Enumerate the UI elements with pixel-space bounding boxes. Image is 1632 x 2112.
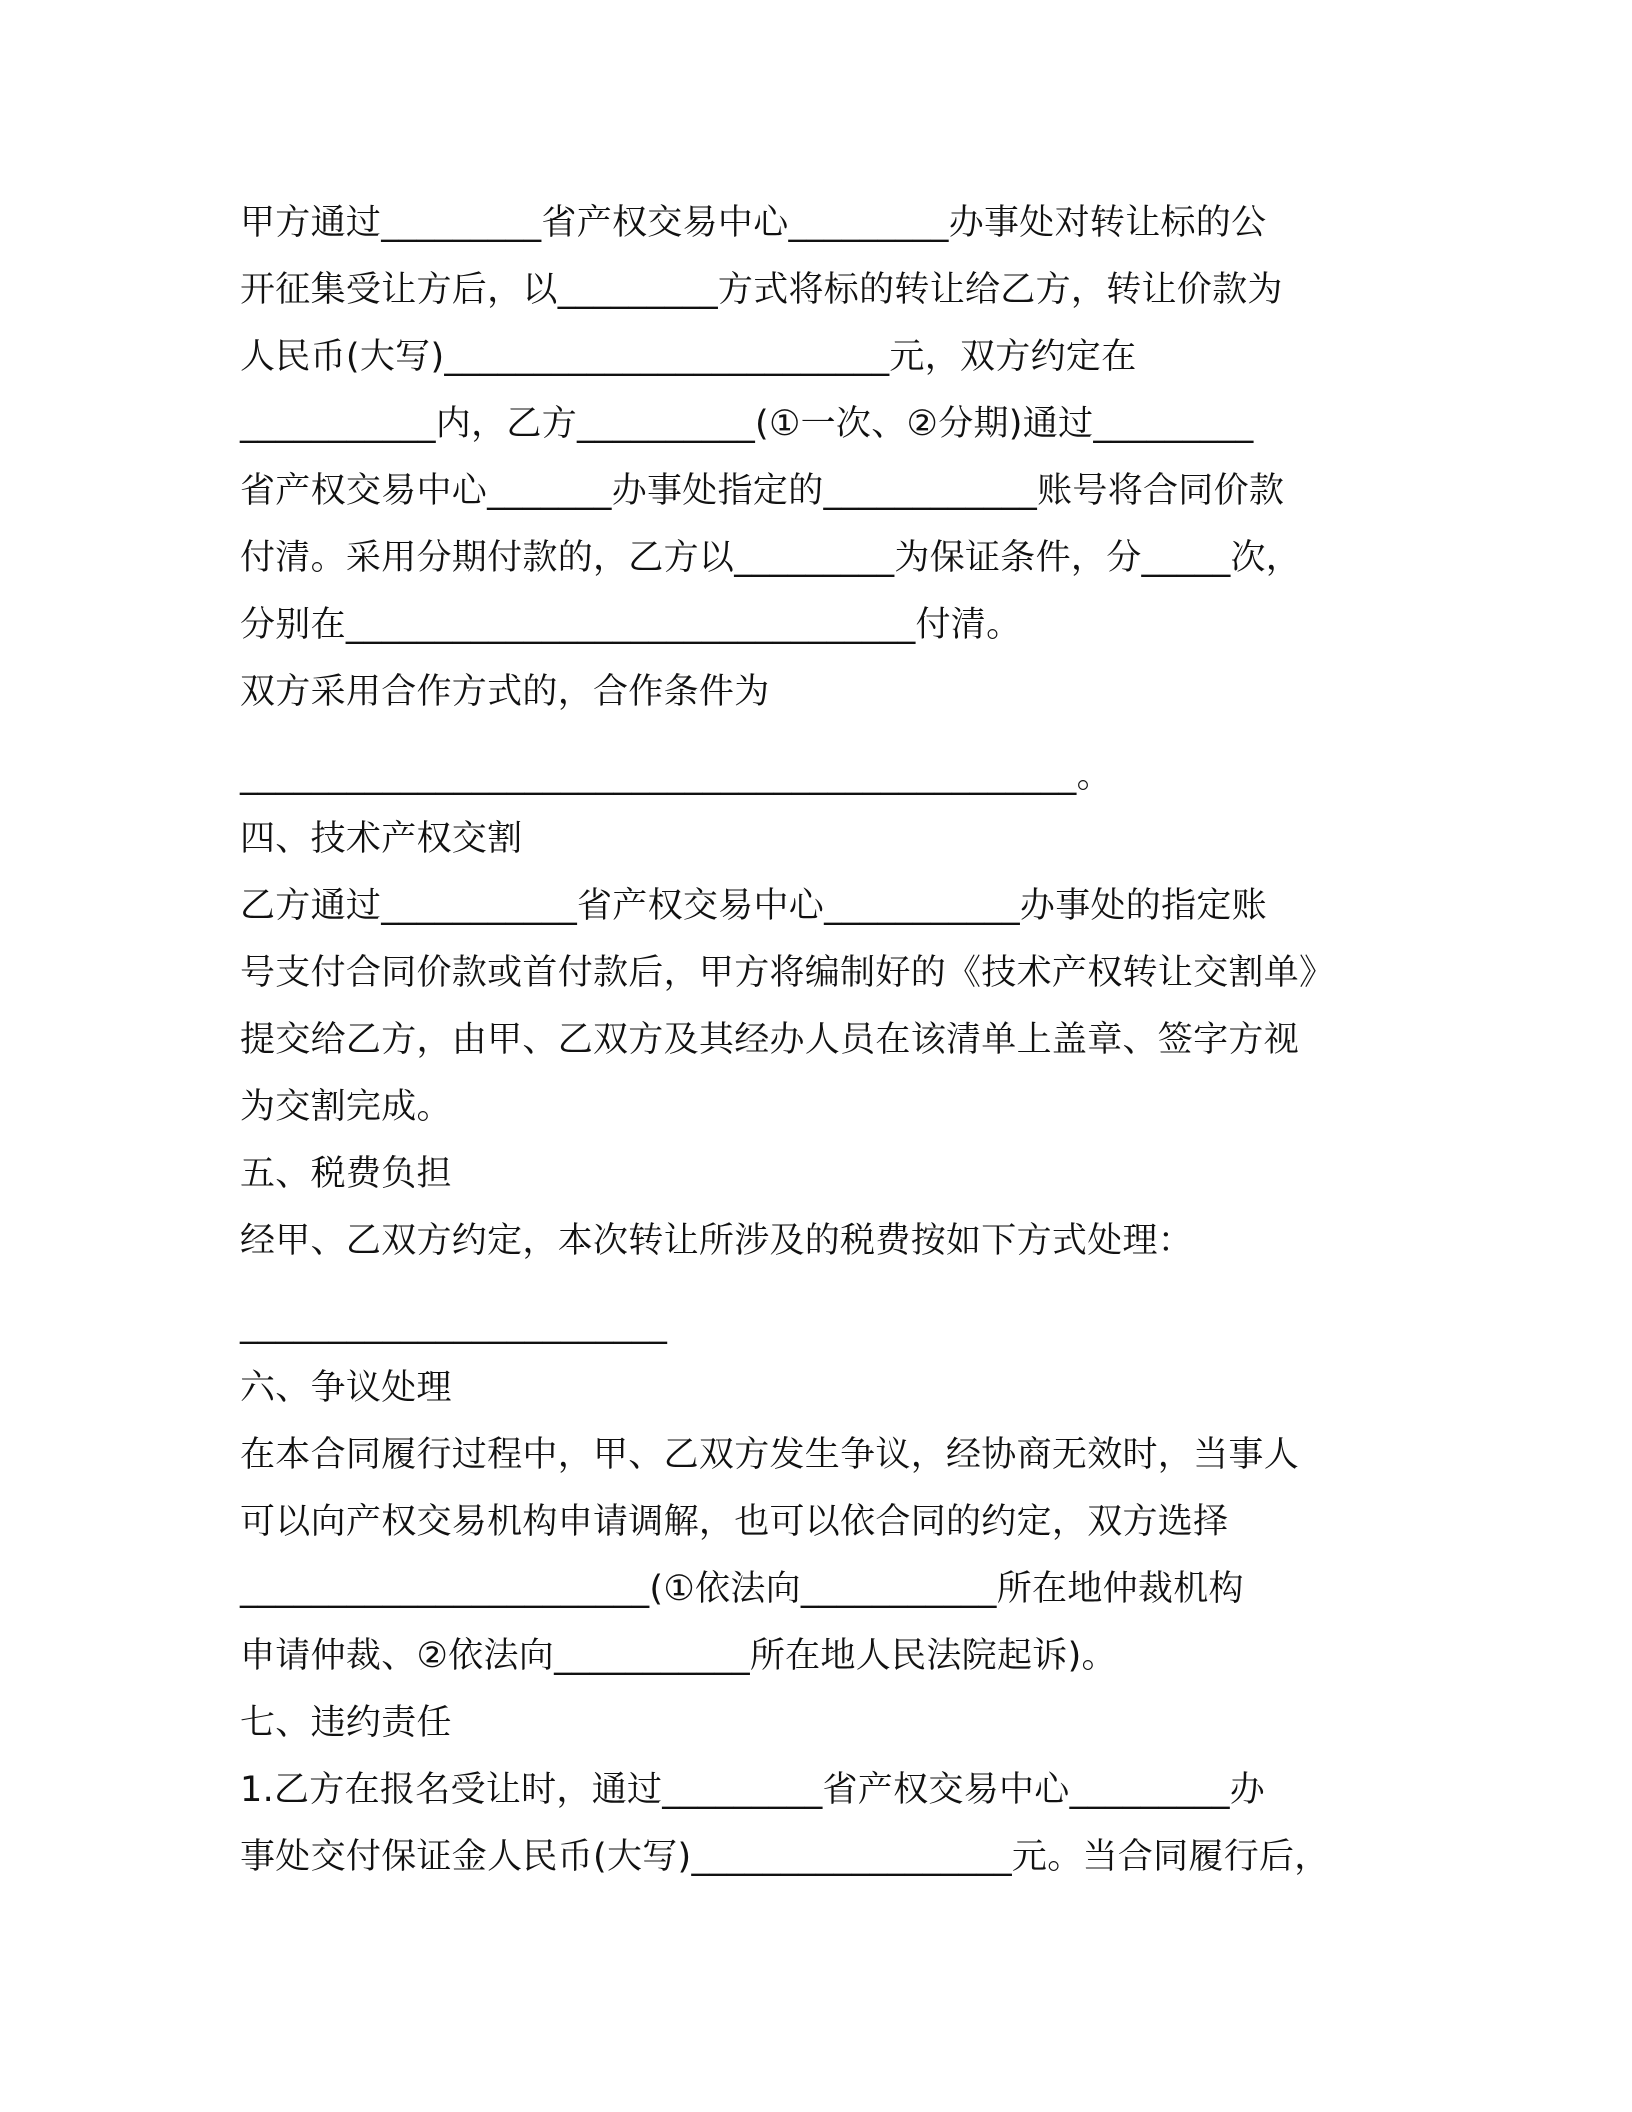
paragraph-line: 双方采用合作方式的，合作条件为 xyxy=(240,672,770,712)
section-heading-4: 四、技术产权交割 xyxy=(240,819,523,859)
paragraph-line: 提交给乙方，由甲、乙双方及其经办人员在该清单上盖章、签字方视 xyxy=(240,1020,1300,1060)
paragraph-line: 申请仲裁、②依法向___________所在地人民法院起诉)。 xyxy=(240,1636,1117,1676)
paragraph-line: 分别在________________________________付清。 xyxy=(240,605,1022,645)
paragraph-line: 1.乙方在报名受让时，通过_________省产权交易中心_________办 xyxy=(240,1770,1266,1810)
paragraph-line: 经甲、乙双方约定，本次转让所涉及的税费按如下方式处理： xyxy=(240,1221,1194,1261)
section-heading-7: 七、违约责任 xyxy=(240,1703,452,1743)
document-page xyxy=(240,190,1420,1891)
paragraph-line: _______________________(①依法向___________所在地仲裁机构 xyxy=(240,1569,1244,1609)
section-heading-6: 六、争议处理 xyxy=(240,1368,452,1408)
paragraph-line: 开征集受让方后，以_________方式将标的转让给乙方，转让价款为 xyxy=(240,270,1283,310)
paragraph-line: 人民币(大写)_________________________元，双方约定在 xyxy=(240,337,1137,377)
paragraph-line: 事处交付保证金人民币(大写)__________________元。当合同履行后， xyxy=(240,1837,1330,1877)
paragraph-line: 省产权交易中心_______办事处指定的____________账号将合同价款 xyxy=(240,471,1285,511)
paragraph-line: 乙方通过___________省产权交易中心___________办事处的指定账 xyxy=(240,886,1268,926)
paragraph-line: 号支付合同价款或首付款后，甲方将编制好的《技术产权转让交割单》 xyxy=(240,953,1335,993)
section-heading-5: 五、税费负担 xyxy=(240,1154,452,1194)
blank-fill-line: ________________________ xyxy=(240,1305,668,1345)
blank-fill-line: _______________________________________________。 xyxy=(240,756,1112,796)
paragraph-line: 甲方通过_________省产权交易中心_________办事处对转让标的公 xyxy=(240,203,1267,243)
paragraph-line: 可以向产权交易机构申请调解，也可以依合同的约定，双方选择 xyxy=(240,1502,1229,1542)
paragraph-line: 为交割完成。 xyxy=(240,1087,452,1127)
paragraph-line: ___________内，乙方__________(①一次、②分期)通过_________ xyxy=(240,404,1254,444)
paragraph-line: 付清。采用分期付款的，乙方以_________为保证条件，分_____次， xyxy=(240,538,1302,578)
paragraph-line: 在本合同履行过程中，甲、乙双方发生争议，经协商无效时，当事人 xyxy=(240,1435,1300,1475)
